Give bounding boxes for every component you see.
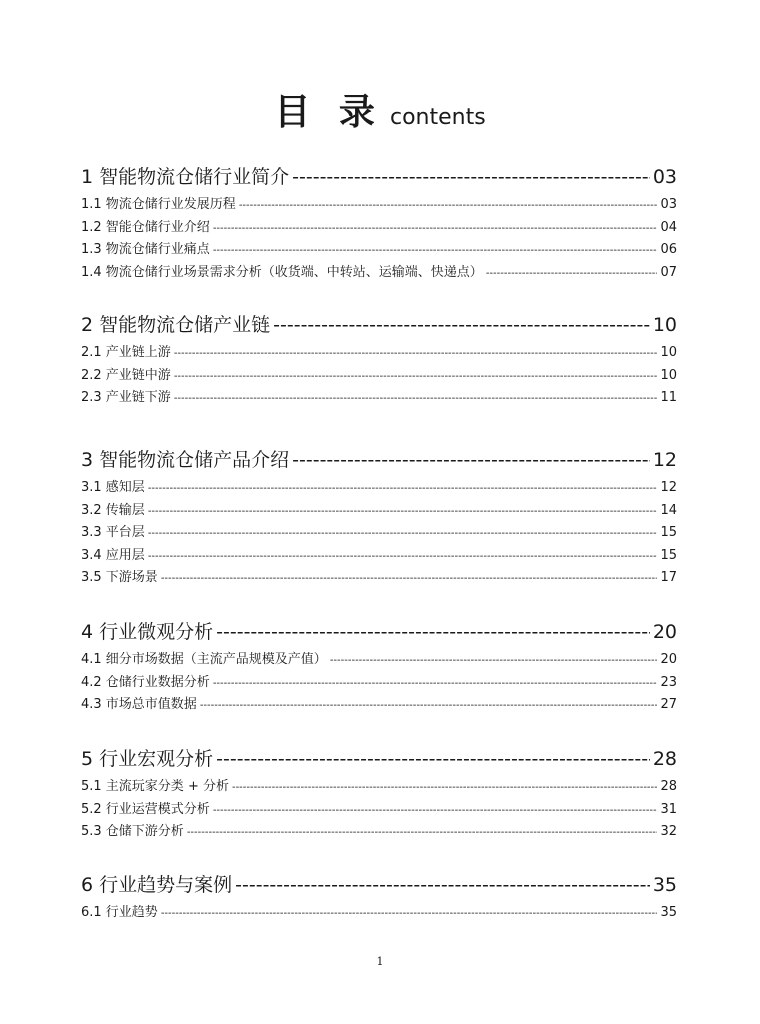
- toc-subsection-page: 17: [660, 570, 677, 585]
- toc-subsection-page: 15: [660, 525, 677, 540]
- toc-leader-dashes: [292, 443, 650, 477]
- toc-chapter-entry[interactable]: [81, 308, 677, 342]
- toc-chapter-entry[interactable]: [81, 443, 677, 477]
- toc-subsection-entry[interactable]: [81, 342, 677, 365]
- toc-chapter-entry[interactable]: [81, 868, 677, 902]
- toc-subsection-page: 20: [660, 652, 677, 667]
- toc-subsection-page: 32: [660, 824, 677, 839]
- toc-leader-dashes: [239, 195, 658, 217]
- toc-subsection-title: 4.2 仓储行业数据分析: [81, 674, 210, 690]
- toc-leader-dashes: [174, 366, 658, 388]
- toc-subsection-entry[interactable]: [81, 217, 677, 240]
- toc-section: [81, 160, 677, 284]
- toc-subsection-entry[interactable]: [81, 672, 677, 695]
- toc-subsection-entry[interactable]: [81, 194, 677, 217]
- toc-subsection-title: 5.3 仓储下游分析: [81, 824, 184, 839]
- toc-chapter-title: 1 智能物流仓储行业简介: [81, 166, 290, 188]
- toc-subsection-title: 2.1 产业链上游: [81, 345, 171, 360]
- toc-leader-dashes: [148, 478, 658, 500]
- toc-leader-dashes: [216, 742, 650, 776]
- toc-chapter-page: 12: [652, 449, 677, 471]
- toc-section: [81, 308, 677, 410]
- toc-section: [81, 615, 677, 717]
- page-title: [0, 84, 760, 135]
- toc-leader-dashes: [235, 868, 650, 902]
- toc-leader-dashes: [216, 615, 650, 649]
- toc-leader-dashes: [213, 800, 658, 822]
- toc-subsection-title: 5.2 行业运营模式分析: [81, 801, 210, 817]
- toc-subsection-entry[interactable]: [81, 567, 677, 590]
- toc-subsection-page: 03: [660, 197, 677, 212]
- toc-leader-dashes: [174, 388, 658, 410]
- title-chinese: 目 录: [274, 92, 383, 133]
- toc-leader-dashes: [486, 263, 658, 285]
- toc-subsection-title: 3.5 下游场景: [81, 570, 158, 585]
- toc-subsection-title: 3.4 应用层: [81, 547, 145, 563]
- toc-leader-dashes: [148, 546, 658, 568]
- toc-subsection-entry[interactable]: [81, 387, 677, 410]
- toc-leader-dashes: [213, 673, 658, 695]
- toc-leader-dashes: [213, 240, 658, 262]
- toc-subsection-page: 11: [660, 390, 677, 405]
- toc-subsection-entry[interactable]: [81, 902, 677, 925]
- toc-section: [81, 868, 677, 925]
- toc-leader-dashes: [174, 343, 658, 365]
- toc-leader-dashes: [232, 777, 657, 799]
- toc-leader-dashes: [292, 160, 650, 194]
- toc-subsection-entry[interactable]: [81, 477, 677, 500]
- toc-leader-dashes: [161, 903, 658, 925]
- toc-subsection-entry[interactable]: [81, 694, 677, 717]
- toc-chapter-page: 03: [652, 166, 677, 188]
- toc-subsection-title: 3.3 平台层: [81, 525, 145, 540]
- toc-subsection-title: 1.3 物流仓储行业痛点: [81, 242, 210, 257]
- toc-subsection-page: 23: [660, 674, 677, 690]
- toc-subsection-page: 15: [660, 547, 677, 563]
- toc-chapter-title: 6 行业趋势与案例: [81, 874, 233, 896]
- toc-subsection-entry[interactable]: [81, 365, 677, 388]
- toc-subsection-title: 1.1 物流仓储行业发展历程: [81, 197, 236, 212]
- toc-leader-dashes: [200, 695, 658, 717]
- toc-subsection-entry[interactable]: [81, 821, 677, 844]
- toc-section: [81, 742, 677, 844]
- toc-subsection-title: 5.1 主流玩家分类 + 分析: [81, 779, 229, 794]
- toc-subsection-page: 06: [660, 242, 677, 257]
- toc-chapter-entry[interactable]: [81, 615, 677, 649]
- toc-subsection-page: 12: [660, 480, 677, 495]
- title-english: contents: [389, 105, 486, 130]
- toc-chapter-entry[interactable]: [81, 742, 677, 776]
- toc-leader-dashes: [148, 523, 658, 545]
- toc-leader-dashes: [148, 501, 658, 523]
- toc-chapter-title: 4 行业微观分析: [81, 621, 214, 643]
- toc-chapter-title: 2 智能物流仓储产业链: [81, 314, 271, 336]
- toc-subsection-entry[interactable]: [81, 500, 677, 523]
- toc-subsection-title: 2.2 产业链中游: [81, 367, 171, 383]
- toc-leader-dashes: [161, 568, 658, 590]
- toc-subsection-page: 07: [660, 264, 677, 280]
- toc-chapter-page: 35: [652, 874, 677, 896]
- toc-subsection-entry[interactable]: [81, 799, 677, 822]
- toc-subsection-title: 4.1 细分市场数据（主流产品规模及产值）: [81, 652, 327, 667]
- toc-subsection-title: 1.4 物流仓储行业场景需求分析（收货端、中转站、运输端、快递点）: [81, 264, 483, 280]
- toc-subsection-entry[interactable]: [81, 522, 677, 545]
- toc-leader-dashes: [187, 822, 658, 844]
- toc-chapter-title: 5 行业宏观分析: [81, 748, 214, 770]
- toc-subsection-title: 3.2 传输层: [81, 502, 145, 518]
- toc-subsection-title: 4.3 市场总市值数据: [81, 697, 197, 712]
- toc-chapter-entry[interactable]: [81, 160, 677, 194]
- toc-subsection-page: 10: [660, 367, 677, 383]
- toc-subsection-page: 14: [660, 502, 677, 518]
- toc-subsection-page: 35: [660, 905, 677, 920]
- toc-subsection-entry[interactable]: [81, 239, 677, 262]
- toc-section: [81, 443, 677, 590]
- toc-subsection-title: 3.1 感知层: [81, 480, 145, 495]
- toc-subsection-title: 6.1 行业趋势: [81, 905, 158, 920]
- toc-chapter-page: 28: [652, 748, 677, 770]
- page-number: 1: [376, 955, 384, 968]
- toc-subsection-title: 2.3 产业链下游: [81, 390, 171, 405]
- toc-subsection-page: 31: [660, 801, 677, 817]
- toc-subsection-title: 1.2 智能仓储行业介绍: [81, 219, 210, 235]
- toc-leader-dashes: [213, 218, 658, 240]
- toc-subsection-page: 10: [660, 345, 677, 360]
- toc-subsection-page: 28: [660, 779, 677, 794]
- toc-subsection-entry[interactable]: [81, 545, 677, 568]
- toc-leader-dashes: [273, 308, 650, 342]
- toc-subsection-entry[interactable]: [81, 262, 677, 285]
- toc-subsection-entry[interactable]: [81, 649, 677, 672]
- toc-subsection-entry[interactable]: [81, 776, 677, 799]
- toc-subsection-page: 27: [660, 697, 677, 712]
- toc-leader-dashes: [330, 650, 658, 672]
- toc-chapter-page: 10: [652, 314, 677, 336]
- toc-chapter-title: 3 智能物流仓储产品介绍: [81, 449, 290, 471]
- toc-chapter-page: 20: [652, 621, 677, 643]
- toc-subsection-page: 04: [660, 219, 677, 235]
